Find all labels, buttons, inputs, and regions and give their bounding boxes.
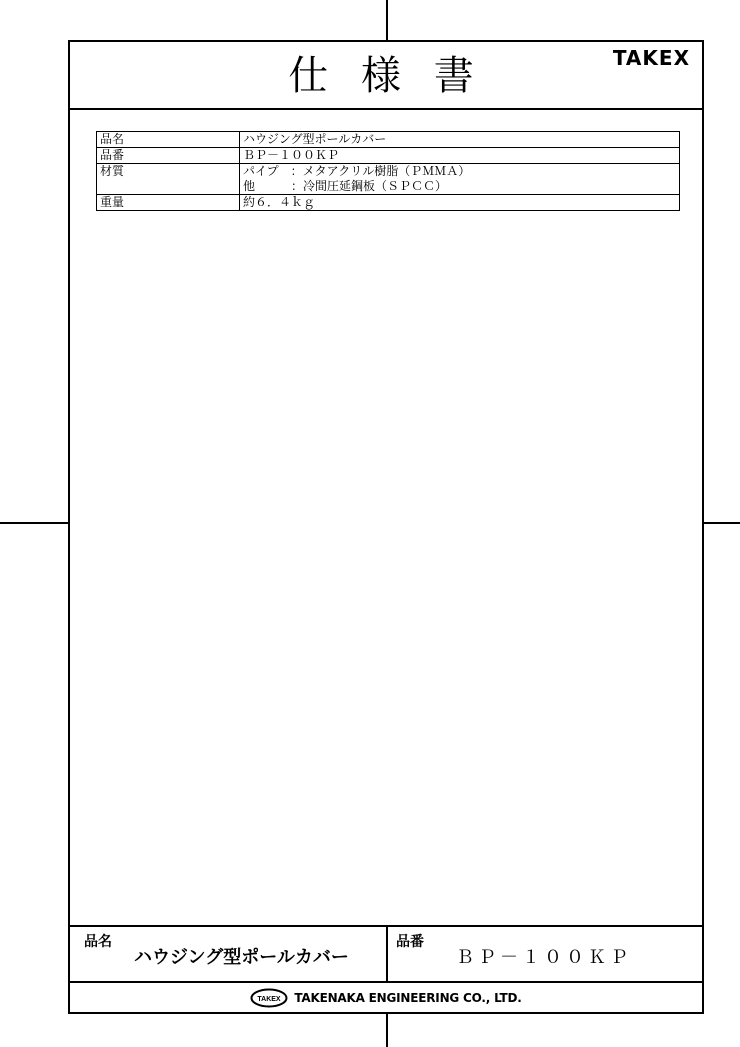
spec-value (240, 164, 680, 195)
crop-mark-right (704, 522, 740, 524)
spec-key: 品番 (97, 148, 240, 164)
spec-row-weight (97, 195, 680, 211)
spec-value-line: パイプ ：メタアクリル樹脂（ＰＭＭＡ） (243, 164, 471, 178)
footer-number-label: 品番 (396, 934, 424, 950)
brand-logo-text: TAKEX (612, 46, 690, 70)
title-block (70, 925, 702, 983)
document-frame (68, 40, 704, 1014)
spec-value-line: 他 ：冷間圧延鋼板（ＳＰＣＣ） (243, 179, 448, 193)
crop-mark-bottom (386, 1014, 388, 1047)
document-header (70, 42, 702, 110)
spec-value (240, 148, 680, 164)
takex-oval-logo-icon (250, 988, 288, 1008)
spec-key: 品名 (97, 132, 240, 148)
company-name: TAKENAKA ENGINEERING CO., LTD. (294, 990, 522, 1005)
spec-row-material (97, 164, 680, 195)
footer-number-value: ＢＰ－１００ＫＰ (456, 947, 632, 968)
spec-row-number (97, 148, 680, 164)
footer-name-value: ハウジング型ポールカバー (134, 947, 349, 968)
crop-mark-left (0, 522, 68, 524)
document-title: 仕 様 書 (288, 53, 484, 99)
spec-value (240, 195, 680, 211)
company-block (70, 981, 702, 1014)
crop-mark-top (386, 0, 388, 40)
logo-text: TAKEX (257, 995, 281, 1003)
footer-name-label: 品名 (84, 934, 112, 950)
spec-table (96, 131, 680, 211)
spec-key: 材質 (97, 164, 240, 195)
footer-divider (386, 927, 388, 981)
spec-key: 重量 (97, 195, 240, 211)
spec-value-line: ハウジング型ポールカバー (243, 132, 387, 146)
spec-value (240, 132, 680, 148)
spec-value-line: ＢＰ－１００ＫＰ (243, 148, 340, 162)
spec-row-name (97, 132, 680, 148)
spec-value-line: 約６．４ｋｇ (243, 195, 316, 209)
